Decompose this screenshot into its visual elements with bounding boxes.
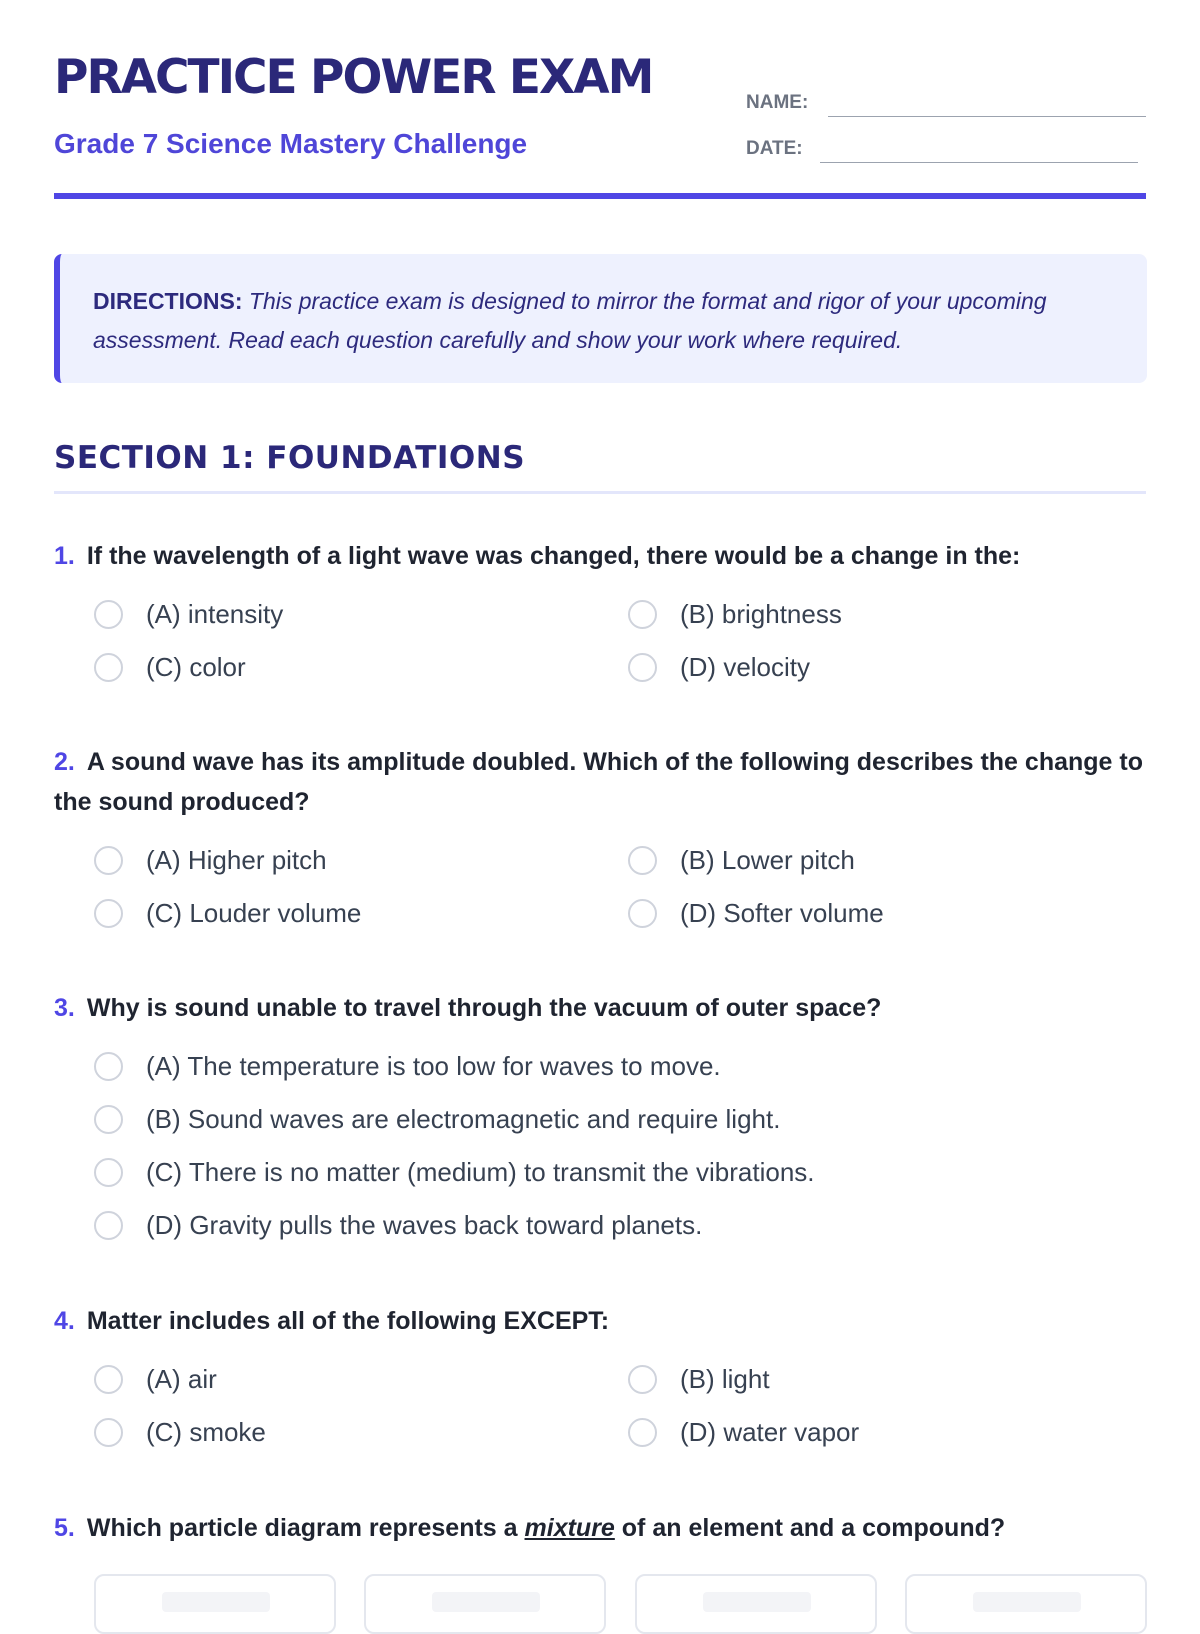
radio-circle-icon[interactable] xyxy=(94,1211,123,1240)
radio-circle-icon[interactable] xyxy=(94,899,123,928)
question-number: 3. xyxy=(54,994,75,1022)
option-label: (A) The temperature is too low for waves to move. xyxy=(146,1050,721,1081)
exam-title: PRACTICE POWER EXAM xyxy=(54,50,653,105)
question-number: 4. xyxy=(54,1307,75,1335)
question-prompt: A sound wave has its amplitude doubled. Which of the following describes the change to the sound produced? xyxy=(54,748,1143,816)
question-1 xyxy=(54,536,1147,682)
name-line[interactable] xyxy=(828,116,1146,117)
radio-circle-icon[interactable] xyxy=(628,899,657,928)
option-c[interactable] xyxy=(94,1152,815,1192)
option-label: (B) brightness xyxy=(680,598,842,629)
option-b[interactable] xyxy=(628,1359,770,1399)
section-title: SECTION 1: FOUNDATIONS xyxy=(54,440,526,476)
section-divider xyxy=(54,491,1146,494)
option-b[interactable] xyxy=(94,1099,780,1139)
radio-circle-icon[interactable] xyxy=(628,653,657,682)
option-label: (C) Louder volume xyxy=(146,897,362,928)
option-label: (D) water vapor xyxy=(680,1416,860,1447)
option-c[interactable] xyxy=(94,647,246,687)
name-field[interactable] xyxy=(746,92,808,114)
radio-circle-icon[interactable] xyxy=(94,1418,123,1447)
diagram-placeholder xyxy=(973,1592,1081,1612)
radio-circle-icon[interactable] xyxy=(628,1418,657,1447)
date-field[interactable] xyxy=(746,138,803,160)
question-prompt: Why is sound unable to travel through the vacuum of outer space? xyxy=(86,994,882,1022)
exam-header xyxy=(54,40,1146,200)
radio-circle-icon[interactable] xyxy=(94,1158,123,1187)
option-a[interactable] xyxy=(94,1359,217,1399)
question-prompt-start: Which particle diagram represents a xyxy=(86,1514,518,1542)
radio-circle-icon[interactable] xyxy=(628,600,657,629)
question-number: 1. xyxy=(54,542,75,570)
diagram-card[interactable] xyxy=(364,1574,606,1634)
radio-circle-icon[interactable] xyxy=(94,600,123,629)
question-2 xyxy=(54,742,1147,928)
directions-text: This practice exam is designed to mirror the format and rigor of your upcoming assessment. Read each question carefully and show your work where required. xyxy=(93,288,1047,353)
question-text xyxy=(54,1508,1147,1548)
option-d[interactable] xyxy=(628,893,884,933)
question-5 xyxy=(54,1508,1147,1548)
radio-circle-icon[interactable] xyxy=(94,846,123,875)
option-b[interactable] xyxy=(628,840,855,880)
directions-box xyxy=(54,254,1147,383)
date-label: DATE: xyxy=(746,138,803,159)
option-label: (A) intensity xyxy=(146,598,284,629)
option-label: (B) Sound waves are electromagnetic and require light. xyxy=(146,1103,781,1134)
question-text xyxy=(54,536,1147,576)
radio-circle-icon[interactable] xyxy=(94,1052,123,1081)
option-label: (C) color xyxy=(146,651,246,682)
diagram-placeholder xyxy=(432,1592,540,1612)
question-text xyxy=(54,988,1147,1028)
radio-circle-icon[interactable] xyxy=(94,653,123,682)
question-text xyxy=(54,1301,1147,1341)
option-label: (C) There is no matter (medium) to transmit the vibrations. xyxy=(146,1156,815,1187)
diagram-options xyxy=(94,1574,1147,1614)
radio-circle-icon[interactable] xyxy=(628,1365,657,1394)
option-b[interactable] xyxy=(628,594,842,634)
question-4 xyxy=(54,1301,1147,1447)
option-label: (D) Gravity pulls the waves back toward planets. xyxy=(146,1209,703,1240)
diagram-card[interactable] xyxy=(635,1574,877,1634)
option-label: (D) Softer volume xyxy=(680,897,884,928)
option-label: (C) smoke xyxy=(146,1416,266,1447)
question-number: 5. xyxy=(54,1514,75,1542)
option-label: (B) Lower pitch xyxy=(680,844,855,875)
option-c[interactable] xyxy=(94,893,361,933)
diagram-placeholder xyxy=(162,1592,270,1612)
option-a[interactable] xyxy=(94,1046,721,1086)
exam-subtitle: Grade 7 Science Mastery Challenge xyxy=(54,128,528,159)
radio-circle-icon[interactable] xyxy=(628,846,657,875)
option-c[interactable] xyxy=(94,1412,266,1452)
option-label: (A) air xyxy=(146,1363,217,1394)
option-label: (D) velocity xyxy=(680,651,811,682)
option-d[interactable] xyxy=(628,1412,859,1452)
question-text xyxy=(54,742,1147,822)
radio-circle-icon[interactable] xyxy=(94,1365,123,1394)
option-label: (A) Higher pitch xyxy=(146,844,327,875)
question-emphasis: mixture xyxy=(524,1514,615,1542)
option-a[interactable] xyxy=(94,594,283,634)
diagram-placeholder xyxy=(703,1592,811,1612)
option-d[interactable] xyxy=(628,647,810,687)
radio-circle-icon[interactable] xyxy=(94,1105,123,1134)
directions-label: DIRECTIONS: xyxy=(93,288,243,314)
option-a[interactable] xyxy=(94,840,327,880)
question-3 xyxy=(54,988,1147,1240)
header-divider xyxy=(54,193,1146,199)
question-prompt-end: of an element and a compound? xyxy=(621,1514,1006,1542)
name-label: NAME: xyxy=(746,92,809,113)
question-prompt: Matter includes all of the following EXCEPT: xyxy=(86,1307,610,1335)
option-d[interactable] xyxy=(94,1205,702,1245)
question-prompt: If the wavelength of a light wave was changed, there would be a change in the: xyxy=(86,542,1021,570)
diagram-card[interactable] xyxy=(905,1574,1147,1634)
date-line[interactable] xyxy=(820,162,1138,163)
option-label: (B) light xyxy=(680,1363,770,1394)
question-number: 2. xyxy=(54,748,75,776)
diagram-card[interactable] xyxy=(94,1574,336,1634)
